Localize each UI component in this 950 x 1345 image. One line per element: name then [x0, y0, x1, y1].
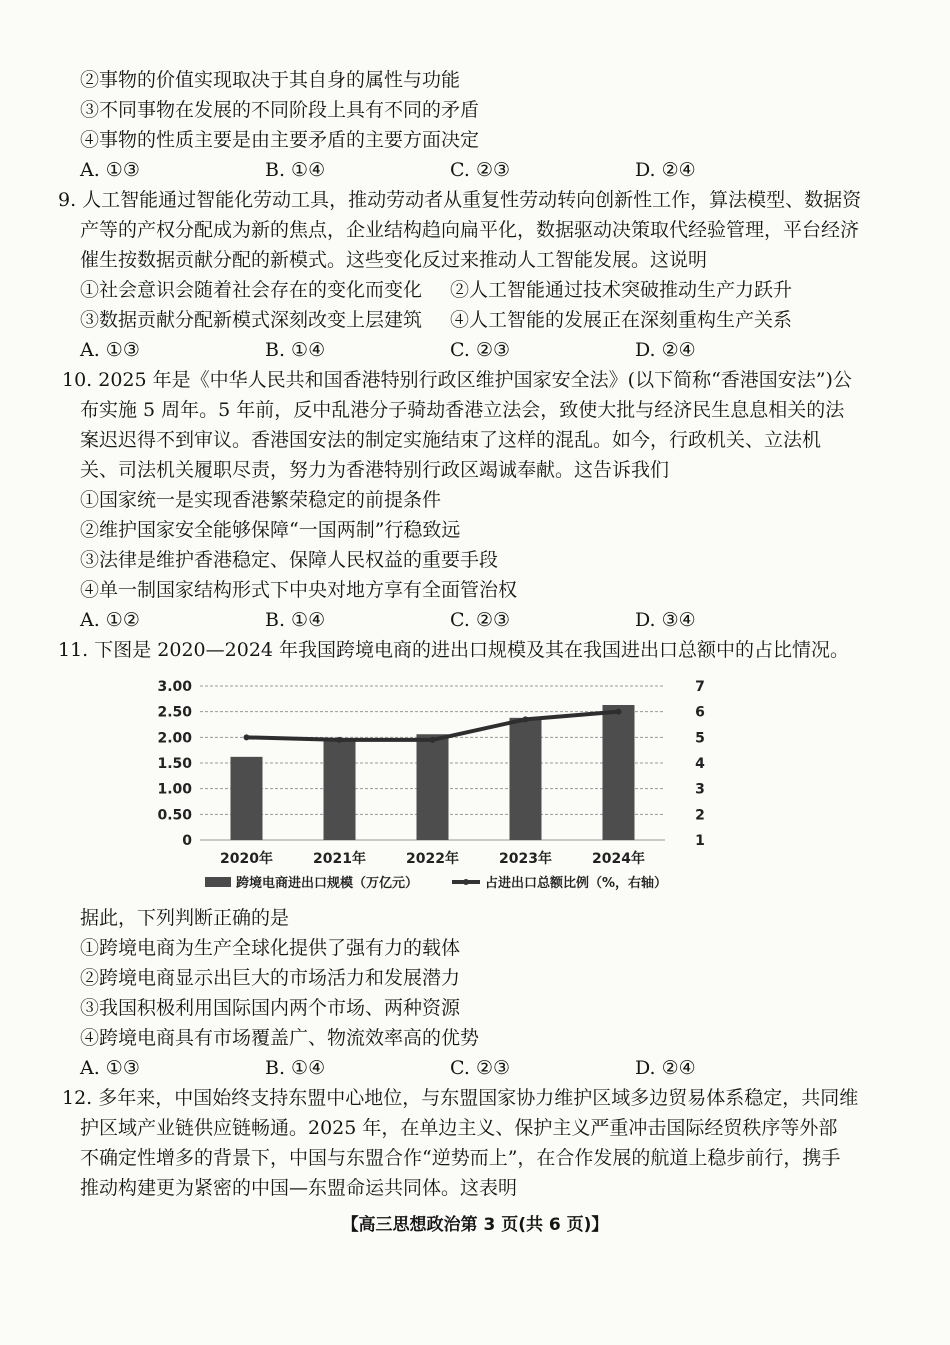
- share-point-2021年: [337, 737, 343, 743]
- q8-option-b[interactable]: B. ①④: [265, 159, 326, 181]
- legend-bar-label: 跨境电商进出口规模（万亿元）: [236, 876, 419, 891]
- q10-item-1: ①国家统一是实现香港繁荣稳定的前提条件: [80, 489, 442, 511]
- y-tick-label: 1.00: [157, 781, 192, 798]
- page-footer: 【高三思想政治第 3 页(共 6 页)】: [341, 1215, 609, 1235]
- bar-2022年: [417, 734, 449, 840]
- q9-item-1: ①社会意识会随着社会存在的变化而变化: [80, 279, 423, 301]
- share-point-2024年: [616, 709, 622, 715]
- q8-option-d[interactable]: D. ②④: [635, 159, 696, 181]
- y-tick-label: 0.50: [157, 807, 192, 824]
- q12-stem-line-1: 12. 多年来，中国始终支持东盟中心地位，与东盟国家协力维护区域多边贸易体系稳定，共同维: [62, 1087, 859, 1109]
- x-tick-label: 2023年: [499, 851, 552, 867]
- legend-bar-swatch: [205, 877, 231, 887]
- q9-item-3: ③数据贡献分配新模式深刻改变上层建筑: [80, 309, 423, 331]
- q9-stem-line-1: 9. 人工智能通过智能化劳动工具，推动劳动者从重复性劳动转向创新性工作，算法模型、数据资: [58, 189, 862, 211]
- bar-2023年: [510, 718, 542, 840]
- share-point-2023年: [523, 716, 529, 722]
- q9-stem-line-3: 催生按数据贡献分配的新模式。这些变化反过来推动人工智能发展。这说明: [80, 249, 708, 271]
- q11-item-2: ②跨境电商显示出巨大的市场活力和发展潜力: [80, 967, 461, 989]
- q9-option-c[interactable]: C. ②③: [450, 339, 511, 361]
- q10-option-a[interactable]: A. ①②: [80, 609, 140, 631]
- q11-item-4: ④跨境电商具有市场覆盖广、物流效率高的优势: [80, 1027, 480, 1049]
- bar-2024年: [603, 705, 635, 840]
- q10-item-4: ④单一制国家结构形式下中央对地方享有全面管治权: [80, 579, 518, 601]
- bar-2020年: [231, 757, 263, 840]
- y-tick-label: 0: [182, 833, 192, 849]
- y2-tick-label: 4: [695, 756, 705, 772]
- y-tick-label: 3.00: [157, 679, 192, 695]
- y2-tick-label: 1: [695, 833, 705, 849]
- q9-option-a[interactable]: A. ①③: [80, 339, 140, 361]
- q8-option-c[interactable]: C. ②③: [450, 159, 511, 181]
- q8-item-4: ④事物的性质主要是由主要矛盾的主要方面决定: [80, 129, 480, 151]
- q11-question: 据此，下列判断正确的是: [80, 907, 290, 929]
- y-tick-label: 1.50: [157, 756, 192, 772]
- share-point-2022年: [430, 737, 436, 743]
- y2-tick-label: 7: [695, 679, 705, 695]
- q9-option-d[interactable]: D. ②④: [635, 339, 696, 361]
- q10-option-c[interactable]: C. ②③: [450, 609, 511, 631]
- q10-stem-line-3: 案迟迟得不到审议。香港国安法的制定实施结束了这样的混乱。如今，行政机关、立法机: [80, 429, 822, 451]
- y-tick-label: 2.50: [157, 704, 192, 721]
- q10-stem-line-4: 关、司法机关履职尽责，努力为香港特别行政区竭诚奉献。这告诉我们: [80, 459, 670, 481]
- x-tick-label: 2024年: [592, 851, 645, 867]
- y-tick-label: 2.00: [157, 730, 192, 747]
- q11-option-c[interactable]: C. ②③: [450, 1057, 511, 1079]
- legend-line-label: 占进出口总额比例（%，右轴）: [485, 876, 668, 891]
- q10-option-d[interactable]: D. ③④: [635, 609, 696, 631]
- q9-item-4: ④人工智能的发展正在深刻重构生产关系: [450, 309, 793, 331]
- q11-option-b[interactable]: B. ①④: [265, 1057, 326, 1079]
- q11-item-1: ①跨境电商为生产全球化提供了强有力的载体: [80, 937, 461, 959]
- q11-item-3: ③我国积极利用国际国内两个市场、两种资源: [80, 997, 461, 1019]
- share-point-2020年: [244, 734, 250, 740]
- q12-stem-line-2: 护区域产业链供应链畅通。2025 年，在单边主义、保护主义严重冲击国际经贸秩序等外部: [80, 1117, 838, 1139]
- q11-stem-line-1: 11. 下图是 2020—2024 年我国跨境电商的进出口规模及其在我国进出口总额中的占比情况。: [58, 639, 850, 661]
- x-tick-label: 2020年: [220, 851, 273, 867]
- y2-tick-label: 6: [695, 704, 705, 721]
- x-tick-label: 2021年: [313, 851, 366, 867]
- bar-2021年: [324, 741, 356, 840]
- y2-tick-label: 5: [695, 730, 705, 747]
- y2-tick-label: 2: [695, 807, 705, 824]
- q10-item-2: ②维护国家安全能够保障“一国两制”行稳致远: [80, 519, 461, 541]
- q9-stem-line-2: 产等的产权分配成为新的焦点，企业结构趋向扁平化，数据驱动决策取代经验管理，平台经济: [80, 219, 860, 241]
- x-tick-label: 2022年: [406, 851, 459, 867]
- q9-option-b[interactable]: B. ①④: [265, 339, 326, 361]
- cross-border-ecommerce-chart: [150, 672, 710, 900]
- q9-item-2: ②人工智能通过技术突破推动生产力跃升: [450, 279, 793, 301]
- q8-item-3: ③不同事物在发展的不同阶段上具有不同的矛盾: [80, 99, 480, 121]
- q12-stem-line-4: 推动构建更为紧密的中国—东盟命运共同体。这表明: [80, 1177, 518, 1199]
- q10-option-b[interactable]: B. ①④: [265, 609, 326, 631]
- q8-item-2: ②事物的价值实现取决于其自身的属性与功能: [80, 69, 461, 91]
- q11-option-a[interactable]: A. ①③: [80, 1057, 140, 1079]
- q11-option-d[interactable]: D. ②④: [635, 1057, 696, 1079]
- q10-stem-line-2: 布实施 5 周年。5 年前，反中乱港分子骑劫香港立法会，致使大批与经济民生息息相关的法: [80, 399, 845, 421]
- q8-option-a[interactable]: A. ①③: [80, 159, 140, 181]
- q12-stem-line-3: 不确定性增多的背景下，中国与东盟合作“逆势而上”，在合作发展的航道上稳步前行，携手: [80, 1147, 841, 1169]
- q10-stem-line-1: 10. 2025 年是《中华人民共和国香港特别行政区维护国家安全法》(以下简称“香港国安法”)公: [62, 369, 852, 391]
- q10-item-3: ③法律是维护香港稳定、保障人民权益的重要手段: [80, 549, 499, 571]
- y2-tick-label: 3: [695, 781, 705, 798]
